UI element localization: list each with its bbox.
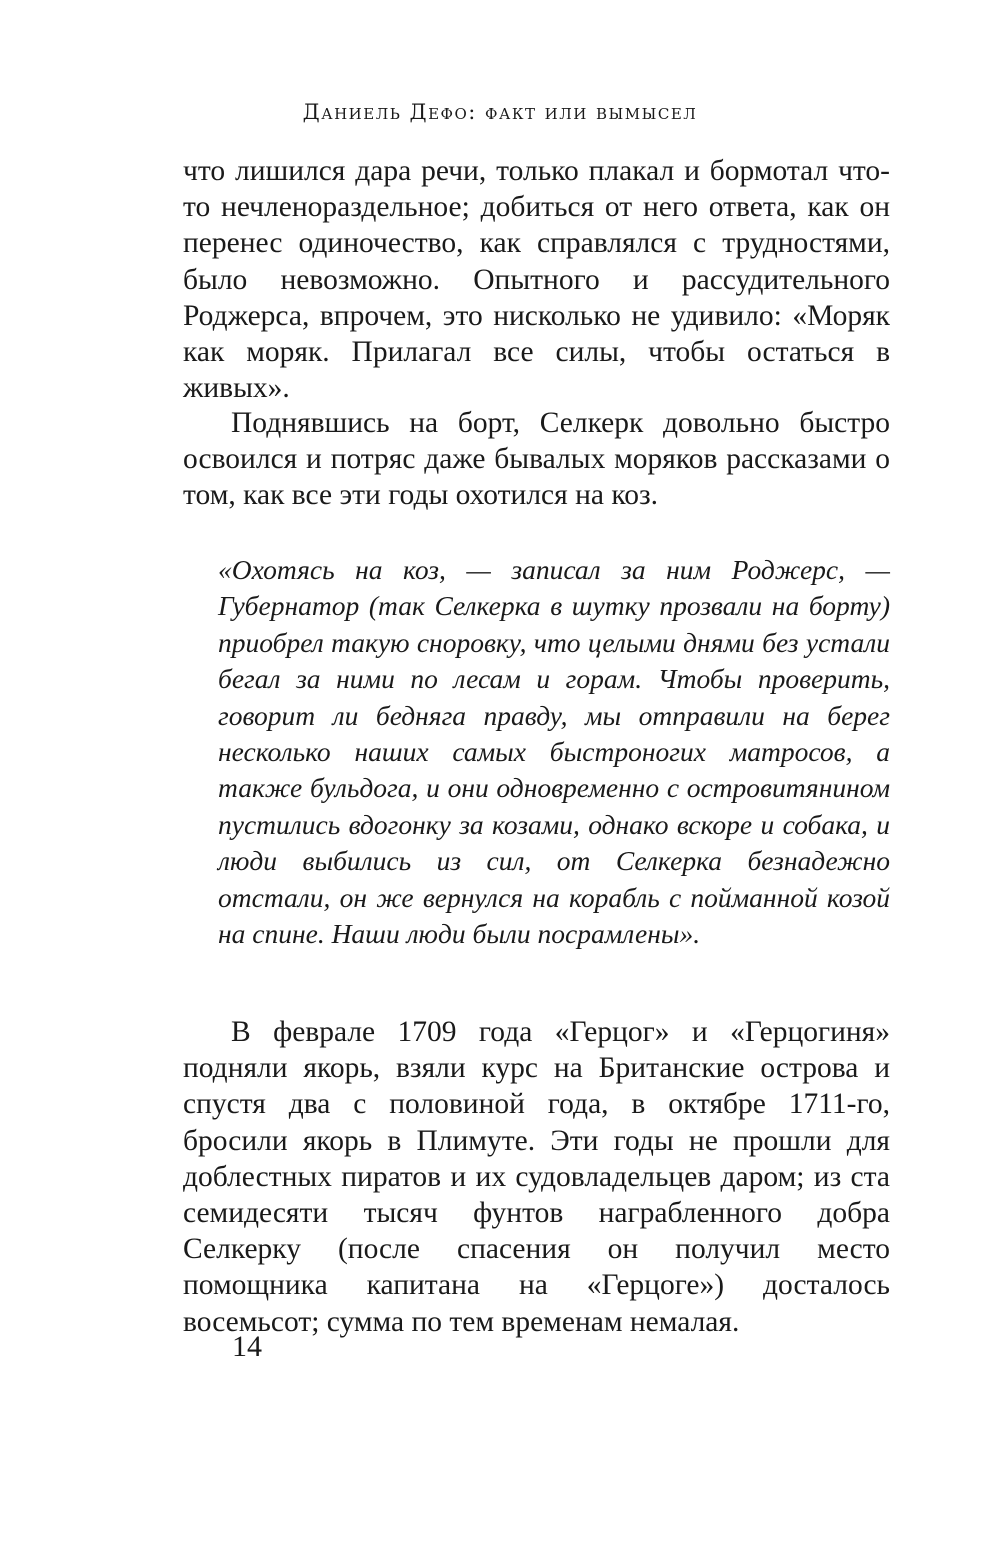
page-number: 14 [232, 1330, 262, 1363]
running-head: Даниель Дефо: факт или вымысел [302, 100, 698, 124]
paragraph-selkirk-aboard: Поднявшись на борт, Селкерк довольно быстро освоился и потряс даже бывалых моряков рассказами о том, как все эти годы охотился на коз. [183, 407, 890, 512]
block-quote-rogers: «Охотясь на коз, — записал за ним Роджерс, — Губернатор (так Селкерка в шутку прозвали на борту) приобрел такую сноровку, что целыми днями без устали бегал за ними по лесам и горам. Чтобы проверить, говорит ли бедняга правду, мы отправили на берег несколько наших самых быстроногих матросов, а также бульдога, и они одновременно с островитянином пустились вдогонку за козами, однако вскоре и собака, и люди выбились из сил, от Селкерка безнадежно отстали, он же вернулся на корабль с пойманной козой на спине. Наши люди были посрамлены». [218, 554, 890, 950]
paragraph-continuation: что лишился дара речи, только плакал и бормотал что-то нечленораздельное; добиться от него ответа, как он перенес одиночество, как справлялся с трудностями, было невозможно. Опытного и рассудительного Роджерса, впрочем, это нисколько не удивило: «Моряк как моряк. Прилагал все силы, чтобы остаться в живых». [183, 155, 890, 405]
paragraph-february-1709: В феврале 1709 года «Герцог» и «Герцогиня» подняли якорь, взяли курс на Британские острова и спустя два с половиной года, в октябре 1711-го, бросили якорь в Плимуте. Эти годы не прошли для доблестных пиратов и их судовладельцев даром; из ста семидесяти тысяч фунтов награбленного добра Селкерку (после спасения он получил место помощника капитана на «Герцоге») досталось восемьсот; сумма по тем временам немалая. [183, 1016, 890, 1338]
